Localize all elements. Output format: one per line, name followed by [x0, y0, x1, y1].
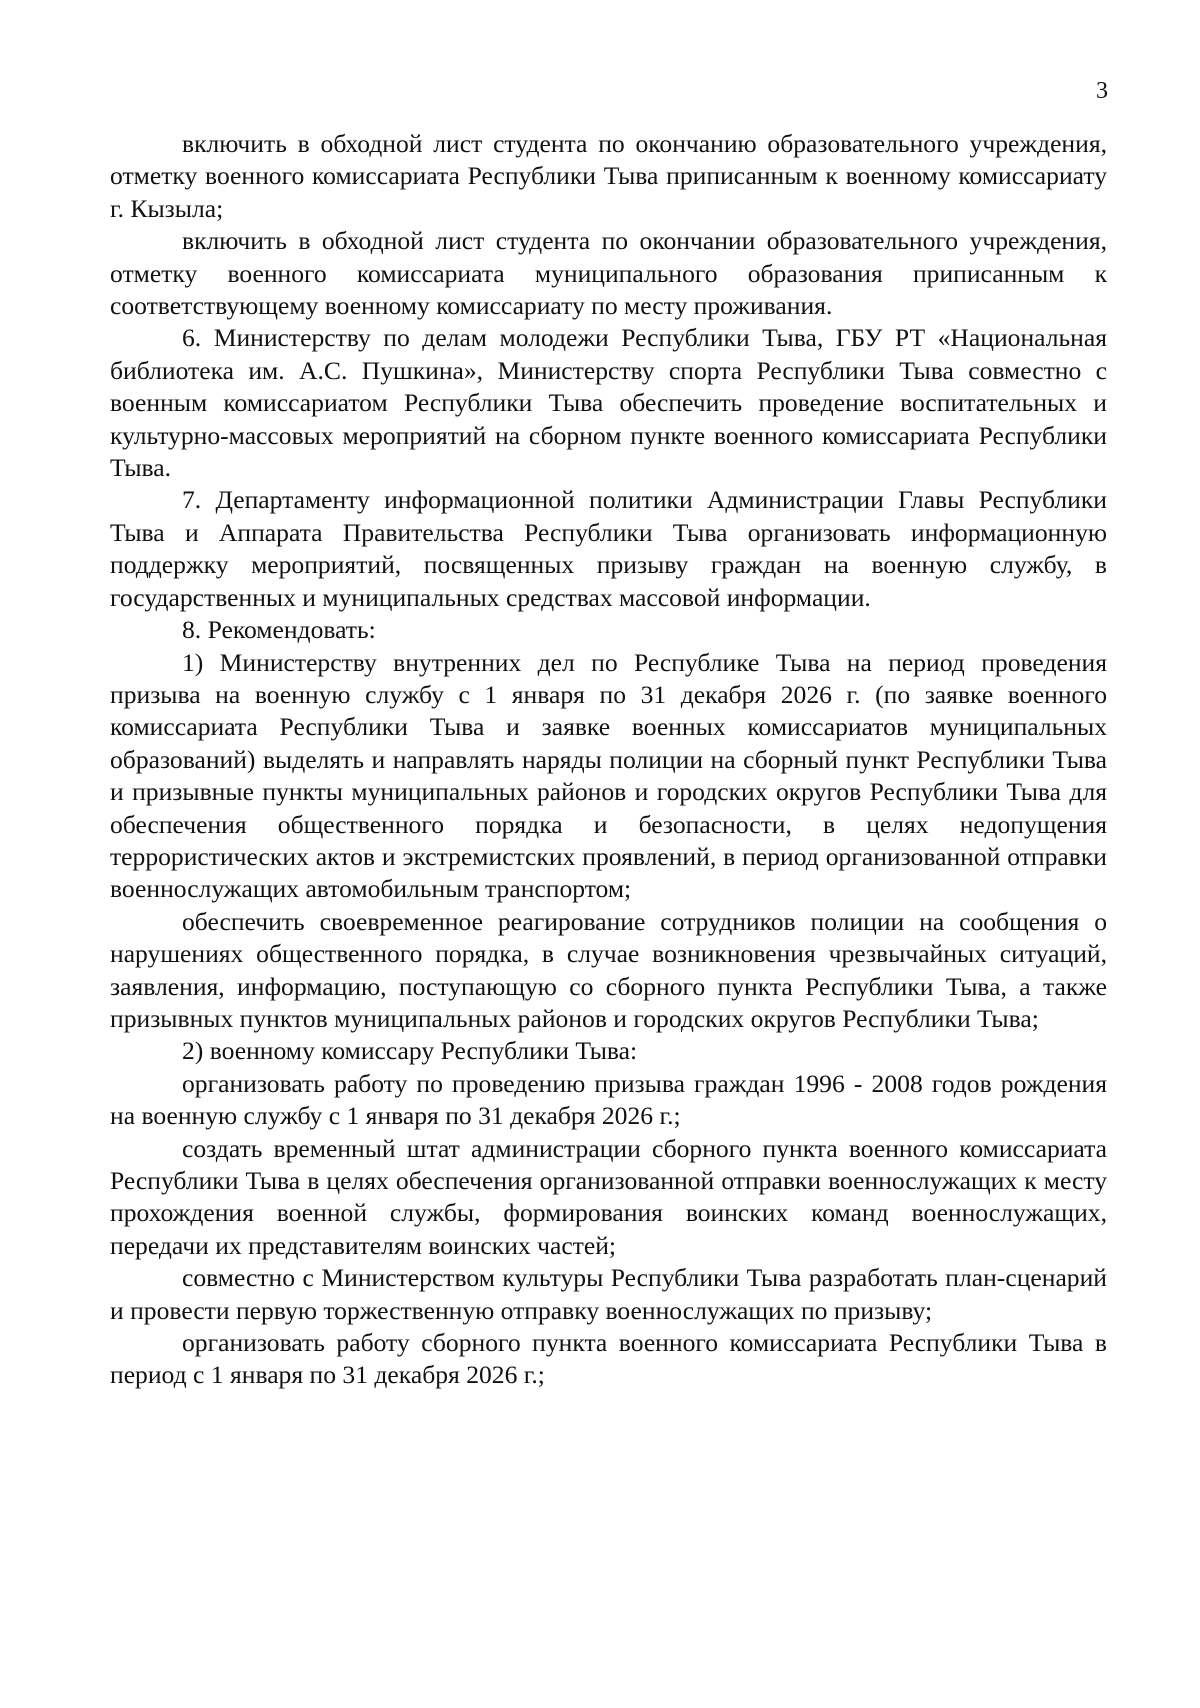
paragraph: 2) военному комиссару Республики Тыва: — [182, 1036, 638, 1066]
paragraph: включить в обходной лист студента по окончанию образовательного учреждения, отметку военного комиссариата Республики Тыва приписанным к военному комиссариату г. Кызыла; — [110, 129, 1107, 223]
paragraph: создать временный штат администрации сборного пункта военного комиссариата Республики Тыва в целях обеспечения организованной отправки военнослужащих к месту прохождения военной службы, формирования воинских команд военнослужащих, передачи их представителям воинских частей; — [110, 1133, 1107, 1260]
page-number: 3 — [1096, 78, 1108, 104]
paragraph: совместно с Министерством культуры Республики Тыва разработать план-сценарий и провести первую торжественную отправку военнослужащих по призыву; — [110, 1263, 1107, 1325]
paragraph: организовать работу сборного пункта военного комиссариата Республики Тыва в период с 1 января по 31 декабря 2026 г.; — [110, 1328, 1107, 1390]
paragraph: обеспечить своевременное реагирование сотрудников полиции на сообщения о нарушениях общественного порядка, в случае возникновения чрезвычайных ситуаций, заявления, информацию, поступающую со сборного пункта Республики Тыва, а также призывных пунктов муниципальных районов и городских округов Республики Тыва; — [110, 906, 1107, 1033]
paragraph: включить в обходной лист студента по окончании образовательного учреждения, отметку военного комиссариата муниципального образования приписанным к соответствующему военному комиссариату по месту проживания. — [110, 226, 1107, 321]
paragraph: 8. Рекомендовать: — [182, 615, 376, 645]
paragraph: 7. Департаменту информационной политики Администрации Главы Республики Тыва и Аппарата Правительства Республики Тыва организовать информационную поддержку мероприятий, посвященных призыву граждан на военную службу, в государственных и муниципальных средствах массовой информации. — [110, 485, 1107, 612]
paragraph: 1) Министерству внутренних дел по Республике Тыва на период проведения призыва на военную службу с 1 января по 31 декабря 2026 г. (по заявке военного комиссариата Республики Тыва и заявке военных комиссариатов муниципальных образований) выделять и направлять наряды полиции на сборный пункт Республики Тыва и призывные пункты муниципальных районов и городских округов Республики Тыва для обеспечения общественного порядка и безопасности, в целях недопущения террористических актов и экстремистских проявлений, в период организованной отправки военнослужащих автомобильным транспортом; — [110, 647, 1107, 904]
paragraph: организовать работу по проведению призыва граждан 1996 - 2008 годов рождения на военную службу с 1 января по 31 декабря 2026 г.; — [110, 1068, 1107, 1131]
paragraph: 6. Министерству по делам молодежи Республики Тыва, ГБУ РТ «Национальная библиотека им. А.С. Пушкина», Министерству спорта Республики Тыва совместно с военным комиссариатом Республики Тыва обеспечить проведение воспитательных и культурно-массовых мероприятий на сборном пункте военного комиссариата Республики Тыва. — [110, 323, 1107, 483]
document-body — [110, 128, 1107, 1392]
